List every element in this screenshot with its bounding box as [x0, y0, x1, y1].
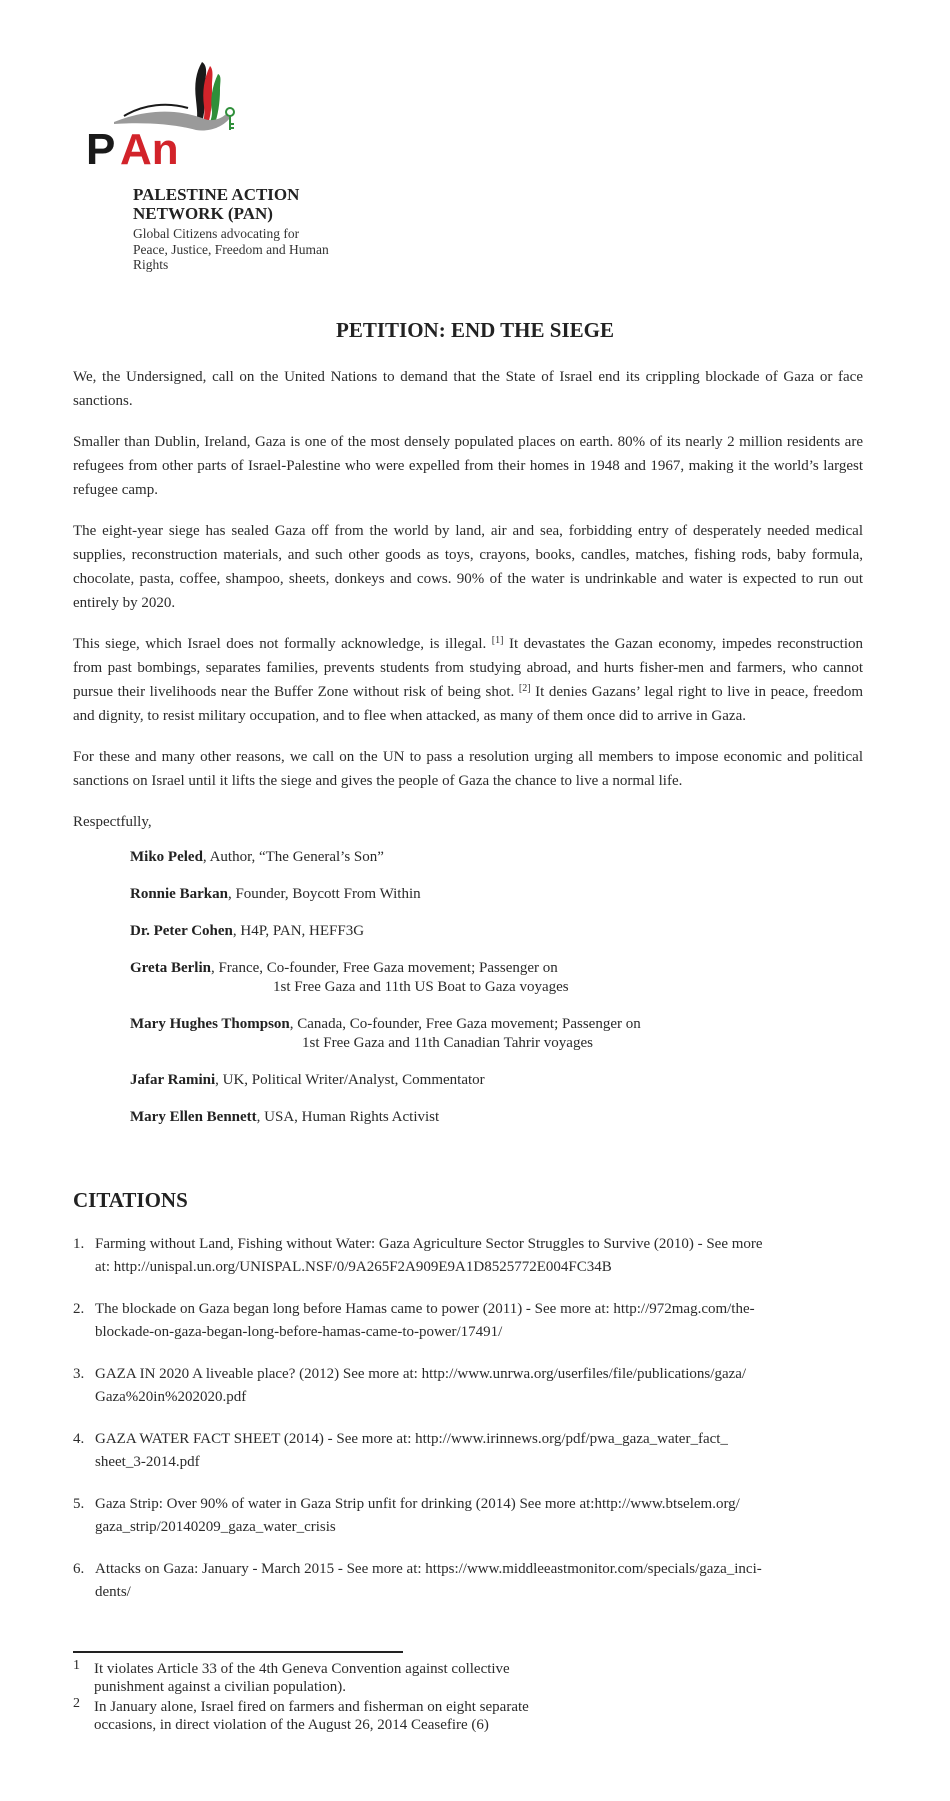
citation-link[interactable]: Gaza%20in%202020.pdf [95, 1389, 247, 1405]
citation-item [73, 1558, 863, 1604]
logo-an: An [120, 125, 179, 172]
footnote-ref-2[interactable]: [2] [518, 683, 531, 694]
signatory-desc: , France, Co-founder, Free Gaza movement; Passenger on [210, 960, 558, 976]
signatory-desc-cont: 1st Free Gaza and 11th Canadian Tahrir voyages [302, 1035, 593, 1051]
paragraph-text: It devastates the Gazan economy, impedes reconstruction from past bombings, separates families, prevents students from studying abroad, and hurts fisher-men and farmers, who cannot pursue their livelihoods near the Buffer Zone without risk of being shot. [73, 636, 864, 700]
logo-p: P [86, 125, 116, 172]
citation-item [73, 1428, 863, 1474]
paragraph-with-refs [73, 632, 863, 728]
footnote-text: punishment against a civilian population). [94, 1679, 347, 1695]
citation-text: Farming without Land, Fishing without Water: Gaza Agriculture Sector Struggles to Survive (2010) - See more [95, 1236, 763, 1252]
citation-item [73, 1298, 863, 1344]
paragraph: For these and many other reasons, we call on the UN to pass a resolution urging all members to impose economic and political sanctions on Israel until it lifts the siege and gives the people of Gaza the chance to live a normal life. [73, 749, 863, 789]
footnote-text: occasions, in direct violation of the August 26, 2014 Ceasefire (6) [94, 1717, 489, 1733]
closing: Respectfully, [73, 814, 152, 830]
signatory-desc: , Canada, Co-founder, Free Gaza movement; Passenger on [289, 1016, 641, 1032]
signatory [130, 922, 863, 941]
petition-body [73, 365, 863, 1145]
paragraph-text: It denies Gazans’ legal right to live in peace, freedom and dignity, to resist military occupation, and to flee when attacked, as many of them once did to arrive in Gaza. [73, 684, 864, 724]
dove-icon [114, 62, 234, 131]
signatory-desc: , Author, “The General’s Son” [202, 849, 384, 865]
signatory-name: Dr. Peter Cohen [130, 923, 233, 939]
signatory-desc: , UK, Political Writer/Analyst, Commentator [215, 1072, 485, 1088]
signatory [130, 848, 863, 867]
org-block [133, 186, 333, 273]
signatory-name: Mary Hughes Thompson [130, 1016, 290, 1032]
citation-number: 1. [73, 1236, 85, 1252]
citation-number: 6. [73, 1561, 85, 1577]
citation-number: 5. [73, 1496, 85, 1512]
citation-text: Attacks on Gaza: January - March 2015 - See more at: https://www.middleeastmonitor.com/specials/gaza_inci- [95, 1561, 762, 1577]
citation-link[interactable]: at: http://unispal.un.org/UNISPAL.NSF/0/9A265F2A909E9A1D8525772E004FC34B [95, 1259, 612, 1275]
citation-text: Gaza Strip: Over 90% of water in Gaza Strip unfit for drinking (2014) See more at:http://www.btselem.org/ [95, 1496, 740, 1512]
footnote [73, 1660, 593, 1696]
citations-heading: CITATIONS [73, 1188, 188, 1212]
citation-number: 2. [73, 1301, 85, 1317]
citation-text: The blockade on Gaza began long before Hamas came to power (2011) - See more at: http://972mag.com/the- [95, 1301, 755, 1317]
citation-link[interactable]: sheet_3-2014.pdf [95, 1454, 200, 1470]
citation-item [73, 1493, 863, 1539]
paragraph: We, the Undersigned, call on the United Nations to demand that the State of Israel end its crippling blockade of Gaza or face sanctions. [73, 369, 863, 409]
signatory-desc: , USA, Human Rights Activist [256, 1109, 440, 1125]
citation-link[interactable]: gaza_strip/20140209_gaza_water_crisis [95, 1519, 336, 1535]
signatory-name: Jafar Ramini [130, 1072, 216, 1088]
page-title: PETITION: END THE SIEGE [336, 318, 614, 342]
citation-text: GAZA IN 2020 A liveable place? (2012) See more at: http://www.unrwa.org/userfiles/file/publications/gaza/ [95, 1366, 747, 1382]
signatory-name: Mary Ellen Bennett [130, 1109, 257, 1125]
footnote [73, 1698, 593, 1734]
org-name-line1: PALESTINE ACTION [133, 185, 300, 204]
citation-link[interactable]: dents/ [95, 1584, 131, 1600]
org-name-line2: NETWORK (PAN) [133, 203, 273, 223]
citations-list [73, 1233, 863, 1623]
signatory-name: Greta Berlin [130, 960, 211, 976]
pan-logo [84, 52, 244, 172]
citation-number: 4. [73, 1431, 85, 1447]
footnote-divider [73, 1651, 403, 1653]
signatory-name: Miko Peled [130, 849, 203, 865]
footnote-text: It violates Article 33 of the 4th Geneva Convention against collective [94, 1661, 510, 1677]
signatory-desc: , H4P, PAN, HEFF3G [232, 923, 365, 939]
signatory-desc: , Founder, Boycott From Within [227, 886, 421, 902]
footnote-text: In January alone, Israel fired on farmers and fisherman on eight separate [94, 1699, 529, 1715]
citation-number: 3. [73, 1366, 85, 1382]
signatory [130, 1108, 863, 1127]
citation-item [73, 1363, 863, 1409]
signatory [130, 885, 863, 904]
paragraph: Smaller than Dublin, Ireland, Gaza is one of the most densely populated places on earth. 80% of its nearly 2 million residents are refugees from other parts of Israel-Palestine who were expelled from their homes in 1948 and 1967, making it the world’s largest refugee camp. [73, 434, 863, 498]
footnote-number: 1 [73, 1658, 80, 1673]
paragraph: The eight-year siege has sealed Gaza off from the world by land, air and sea, forbidding entry of desperately needed medical supplies, reconstruction materials, and such other goods as toys, crayons, books, candles, matches, fishing rods, baby formula, chocolate, pasta, coffee, shampoo, sheets, donkeys and cows. 90% of the water is undrinkable and water is expected to run out entirely by 2020. [73, 523, 863, 611]
citation-text: GAZA WATER FACT SHEET (2014) - See more at: http://www.irinnews.org/pdf/pwa_gaza_water_fact_ [95, 1431, 728, 1447]
signatory [130, 959, 863, 997]
citation-link[interactable]: blockade-on-gaza-began-long-before-hamas-came-to-power/17491/ [95, 1324, 503, 1340]
footnote-number: 2 [73, 1696, 80, 1711]
signatory-desc-cont: 1st Free Gaza and 11th US Boat to Gaza voyages [273, 979, 569, 995]
signatory [130, 1015, 863, 1053]
signatory-name: Ronnie Barkan [130, 886, 228, 902]
footnotes [73, 1660, 593, 1736]
footnote-ref-1[interactable]: [1] [491, 635, 504, 646]
paragraph-text: This siege, which Israel does not formally acknowledge, is illegal. [73, 636, 487, 652]
citation-item [73, 1233, 863, 1279]
signatory [130, 1071, 863, 1090]
org-tagline: Global Citizens advocating for Peace, Justice, Freedom and Human Rights [133, 226, 329, 273]
